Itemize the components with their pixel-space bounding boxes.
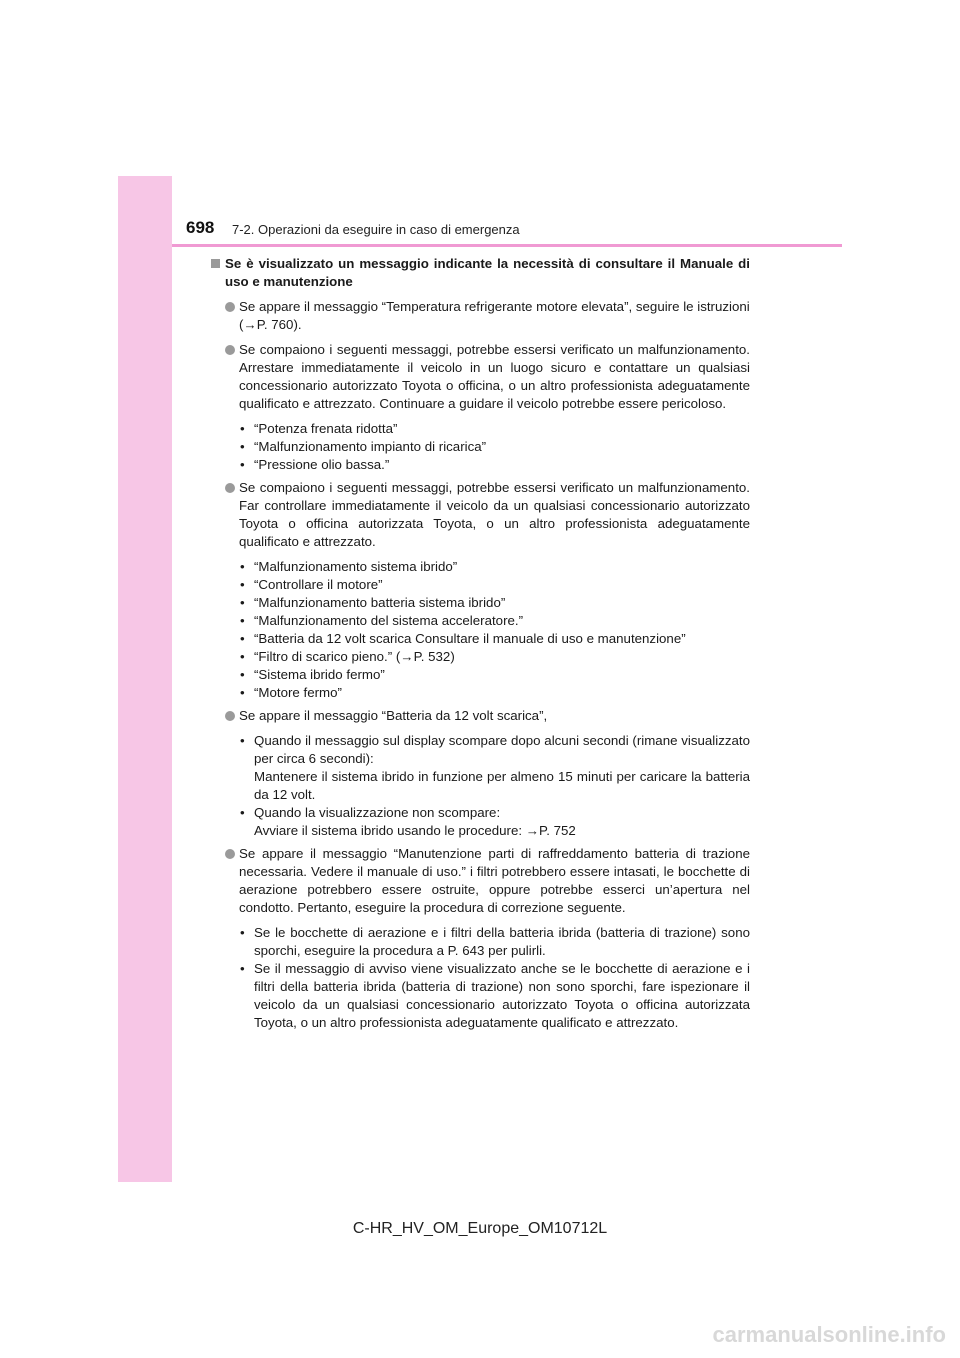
list-item: • “Controllare il motore”	[240, 577, 383, 592]
list-item: • “Sistema ibrido fermo”	[240, 667, 385, 682]
list-item: • “Filtro di scarico pieno.” (→P. 532)	[240, 649, 455, 664]
bullet-text: Se appare il messaggio “Batteria da 12 volt scarica”,	[239, 708, 548, 723]
list-item: • “Malfunzionamento impianto di ricarica”	[240, 439, 487, 454]
bullet-item	[210, 341, 750, 413]
heading-text: Se è visualizzato un messaggio indicante la necessità di consultare il Manuale di uso e manutenzione	[225, 256, 750, 289]
list-item: • “Potenza frenata ridotta”	[240, 421, 398, 436]
side-tab	[118, 176, 172, 1182]
bullet-dot: •	[240, 439, 245, 454]
circle-bullet-icon	[225, 483, 235, 493]
bullet-text: Se compaiono i seguenti messaggi, potrebbe essersi verificato un malfunzionamento. Far controllare immediatamente il veicolo da un qualsiasi concessionario autorizzato Toyota o officina autorizzata Toyota, o un altro professionista adeguatamente qualificato e attrezzato.	[239, 480, 750, 549]
instruction-list	[210, 924, 750, 1032]
bullet-item	[210, 845, 750, 917]
bullet-dot: •	[240, 613, 245, 628]
document-code: C-HR_HV_OM_Europe_OM10712L	[352, 1220, 608, 1237]
circle-bullet-icon	[225, 302, 235, 312]
message-list	[210, 420, 750, 474]
bullet-text: Se compaiono i seguenti messaggi, potrebbe essersi verificato un malfunzionamento. Arrestare immediatamente il veicolo in un luogo sicuro e contattare un qualsiasi concessionario autorizzato Toyota o officina, o un altro professionista adeguatamente qualificato e attrezzato. Continuare a guidare il veicolo potrebbe essere pericoloso.	[239, 342, 750, 411]
bullet-dot: •	[240, 961, 245, 976]
list-item: • Quando la visualizzazione non scompare: Avviare il sistema ibrido usando le procedure: →P. 752	[240, 805, 576, 838]
list-item: • “Malfunzionamento del sistema acceleratore.”	[240, 613, 524, 628]
list-item: • “Motore fermo”	[240, 685, 342, 700]
main-content	[210, 255, 750, 1037]
page-reference: (→P. 760).	[239, 317, 302, 332]
square-bullet-icon	[211, 259, 220, 268]
bullet-text: Se appare il messaggio “Manutenzione parti di raffreddamento batteria di trazione necessaria. Vedere il manuale di uso.” i filtri potrebbero essere intasati, le bocchette di aerazione potrebbero essere ostruite, oppure potrebbe esserci un’apertura nel condotto. Pertanto, eseguire la procedura di correzione seguente.	[239, 846, 750, 915]
circle-bullet-icon	[225, 849, 235, 859]
list-item: • Se le bocchette di aerazione e i filtri della batteria ibrida (batteria di trazione) sono sporchi, eseguire la procedura a P. 643 per pulirli.	[240, 925, 750, 958]
message-list	[210, 558, 750, 702]
list-item: • Se il messaggio di avviso viene visualizzato anche se le bocchette di aerazione e i filtri della batteria ibrida (batteria di trazione) non sono sporchi, fare ispezionare il veicolo da un qualsiasi concessionario autorizzato Toyota o officina autorizzata Toyota, o un altro professionista adeguatamente qualificato e attrezzato.	[240, 961, 750, 1030]
bullet-dot: •	[240, 685, 245, 700]
list-item: • “Batteria da 12 volt scarica Consultare il manuale di uso e manutenzione”	[240, 631, 686, 646]
circle-bullet-icon	[225, 711, 235, 721]
list-item: • “Malfunzionamento batteria sistema ibrido”	[240, 595, 506, 610]
list-item: • “Malfunzionamento sistema ibrido”	[240, 559, 458, 574]
bullet-dot: •	[240, 421, 245, 436]
bullet-text: Se appare il messaggio “Temperatura refrigerante motore elevata”, seguire le istruzioni	[239, 299, 750, 314]
page-number: 698	[186, 218, 215, 237]
circle-bullet-icon	[225, 345, 235, 355]
bullet-item	[210, 479, 750, 551]
header-rule	[172, 244, 842, 247]
bullet-dot: •	[240, 649, 245, 664]
bullet-dot: •	[240, 733, 245, 748]
bullet-item	[210, 298, 750, 334]
section-heading	[210, 255, 750, 291]
bullet-dot: •	[240, 559, 245, 574]
list-item: • Quando il messaggio sul display scompare dopo alcuni secondi (rimane visualizzato per circa 6 secondi): Mantenere il sistema ibrido in funzione per almeno 15 minuti per caricare la batteria da 12 volt.	[240, 733, 750, 802]
bullet-dot: •	[240, 577, 245, 592]
bullet-dot: •	[240, 631, 245, 646]
bullet-dot: •	[240, 667, 245, 682]
bullet-dot: •	[240, 457, 245, 472]
bullet-dot: •	[240, 925, 245, 940]
bullet-dot: •	[240, 805, 245, 820]
section-title: 7-2. Operazioni da eseguire in caso di emergenza	[232, 222, 520, 237]
instruction-list	[210, 732, 750, 840]
list-item: • “Pressione olio bassa.”	[240, 457, 390, 472]
bullet-dot: •	[240, 595, 245, 610]
watermark: carmanualsonline.info	[712, 1322, 946, 1347]
bullet-item	[210, 707, 750, 725]
